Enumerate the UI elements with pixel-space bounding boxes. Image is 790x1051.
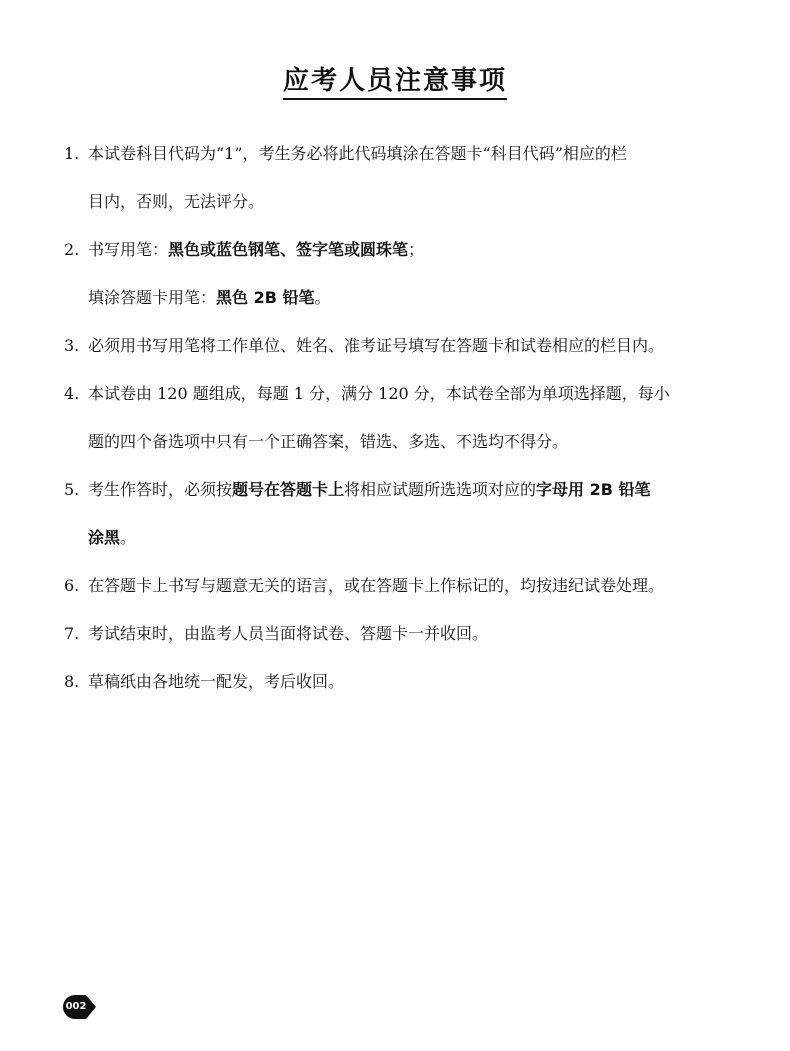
item-text-line	[88, 514, 744, 562]
instruction-item-3	[64, 322, 744, 370]
item-text-line	[88, 226, 744, 274]
instruction-list	[64, 130, 744, 706]
item-number: 2.	[64, 240, 80, 259]
item-number: 1.	[64, 144, 80, 163]
instruction-item-1	[64, 130, 744, 226]
item-text-line: 在答题卡上书写与题意无关的语言，或在答题卡上作标记的，均按违纪试卷处理。	[88, 576, 665, 595]
item-text: 。	[314, 288, 331, 307]
page-title-text: 应考人员注意事项	[283, 66, 507, 100]
item-text-line: 必须用书写用笔将工作单位、姓名、准考证号填写在答题卡和试卷相应的栏目内。	[88, 336, 665, 355]
item-text-line	[88, 274, 744, 322]
instruction-item-6	[64, 562, 744, 610]
item-text: 考生作答时，必须按	[88, 480, 233, 499]
item-number: 5.	[64, 480, 80, 499]
item-text: 。	[120, 528, 137, 547]
instruction-item-2	[64, 226, 744, 322]
item-text-line: 考试结束时，由监考人员当面将试卷、答题卡一并收回。	[88, 624, 489, 643]
item-text-line: 草稿纸由各地统一配发，考后收回。	[88, 672, 345, 691]
instruction-item-5	[64, 466, 744, 562]
item-text-line	[88, 466, 744, 514]
item-number: 3.	[64, 336, 80, 355]
item-number: 6.	[64, 576, 80, 595]
instruction-item-8	[64, 658, 744, 706]
page-number: 002	[65, 1001, 87, 1012]
instruction-item-7	[64, 610, 744, 658]
item-text: 填涂答题卡用笔：	[88, 288, 217, 307]
item-text-line: 目内，否则，无法评分。	[88, 192, 265, 211]
item-bold-text: 涂黑	[88, 528, 121, 547]
item-number: 7.	[64, 624, 80, 643]
item-bold-text: 字母用 2B 铅笔	[536, 480, 651, 499]
instruction-item-4	[64, 370, 744, 466]
item-bold-text: 黑色或蓝色钢笔、签字笔或圆珠笔	[168, 240, 409, 259]
item-bold-text: 题号在答题卡上	[232, 480, 345, 499]
item-text-line: 题的四个备选项中只有一个正确答案，错选、多选、不选均不得分。	[88, 432, 569, 451]
page-number-badge	[62, 994, 98, 1020]
page-title	[0, 60, 790, 97]
item-text: 将相应试题所选选项对应的	[344, 480, 537, 499]
item-text-line: 本试卷由 120 题组成，每题 1 分，满分 120 分，本试卷全部为单项选择题，每小	[88, 384, 670, 403]
item-text: 书写用笔：	[88, 240, 169, 259]
item-text-line: 本试卷科目代码为“1”，考生务必将此代码填涂在答题卡“科目代码”相应的栏	[88, 144, 627, 163]
item-number: 4.	[64, 384, 80, 403]
item-text: ；	[408, 240, 425, 259]
item-number: 8.	[64, 672, 80, 691]
item-bold-text: 黑色 2B 铅笔	[216, 288, 315, 307]
